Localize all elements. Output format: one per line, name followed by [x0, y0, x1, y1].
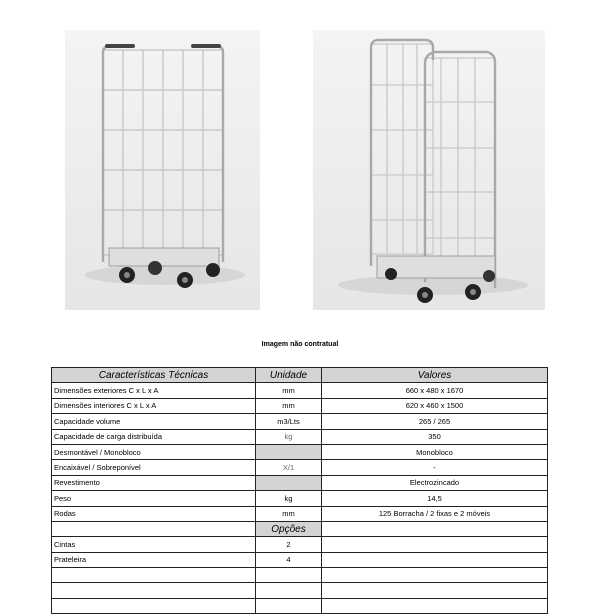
option-row: [52, 598, 548, 613]
option-qty: [256, 568, 322, 583]
option-value: [322, 583, 548, 598]
options-heading: Opções: [256, 521, 322, 536]
option-qty: 4: [256, 552, 322, 567]
row-label: Encaixável / Sobreponível: [52, 460, 256, 475]
row-label: Dimensões exteriores C x L x A: [52, 383, 256, 398]
row-unit: mm: [256, 506, 322, 521]
option-qty: [256, 583, 322, 598]
option-value: [322, 537, 548, 552]
option-row: [52, 552, 548, 567]
table-row: [52, 506, 548, 521]
option-label: [52, 598, 256, 613]
table-row: [52, 383, 548, 398]
option-row: [52, 537, 548, 552]
option-label: [52, 583, 256, 598]
table-row: [52, 414, 548, 429]
row-label: Peso: [52, 491, 256, 506]
header-values: Valores: [322, 368, 548, 383]
table-row: [52, 491, 548, 506]
row-unit: m3/Lts: [256, 414, 322, 429]
table-row: [52, 475, 548, 490]
row-value: 660 x 480 x 1670: [322, 383, 548, 398]
row-value: -: [322, 460, 548, 475]
row-label: Revestimento: [52, 475, 256, 490]
roll-cage-front-image: [65, 30, 260, 310]
options-heading-row: [52, 521, 548, 536]
header-unit: Unidade: [256, 368, 322, 383]
header-characteristics: Características Técnicas: [52, 368, 256, 383]
row-unit: [256, 444, 322, 459]
cart-photo-side: [313, 30, 545, 310]
option-label: Cintas: [52, 537, 256, 552]
row-unit: [256, 475, 322, 490]
row-label: Dimensões interiores C x L x A: [52, 398, 256, 413]
options-blank-cell: [52, 521, 256, 536]
options-blank-cell: [322, 521, 548, 536]
row-value: 265 / 265: [322, 414, 548, 429]
row-unit: X/1: [256, 460, 322, 475]
option-value: [322, 568, 548, 583]
row-label: Capacidade volume: [52, 414, 256, 429]
option-value: [322, 552, 548, 567]
row-unit: mm: [256, 398, 322, 413]
row-value: Electrozincado: [322, 475, 548, 490]
row-label: Rodas: [52, 506, 256, 521]
image-disclaimer: Imagem não contratual: [261, 341, 339, 348]
row-label: Capacidade de carga distribuída: [52, 429, 256, 444]
option-row: [52, 568, 548, 583]
option-label: [52, 568, 256, 583]
row-label: Desmontável / Monobloco: [52, 444, 256, 459]
table-row: [52, 460, 548, 475]
table-row: [52, 398, 548, 413]
table-row: [52, 429, 548, 444]
table-header-row: [52, 368, 548, 383]
option-label: Prateleira: [52, 552, 256, 567]
option-qty: [256, 598, 322, 613]
row-unit: kg: [256, 491, 322, 506]
option-value: [322, 598, 548, 613]
row-unit: kg: [256, 429, 322, 444]
option-qty: 2: [256, 537, 322, 552]
option-row: [52, 583, 548, 598]
row-value: 14,5: [322, 491, 548, 506]
technical-spec-table: [51, 367, 548, 614]
row-value: 125 Borracha / 2 fixas e 2 móveis: [322, 506, 548, 521]
cart-photo-front: [65, 30, 260, 310]
table-row: [52, 444, 548, 459]
row-value: Monobloco: [322, 444, 548, 459]
row-unit: mm: [256, 383, 322, 398]
row-value: 350: [322, 429, 548, 444]
roll-cage-side-image: [313, 30, 545, 310]
row-value: 620 x 460 x 1500: [322, 398, 548, 413]
